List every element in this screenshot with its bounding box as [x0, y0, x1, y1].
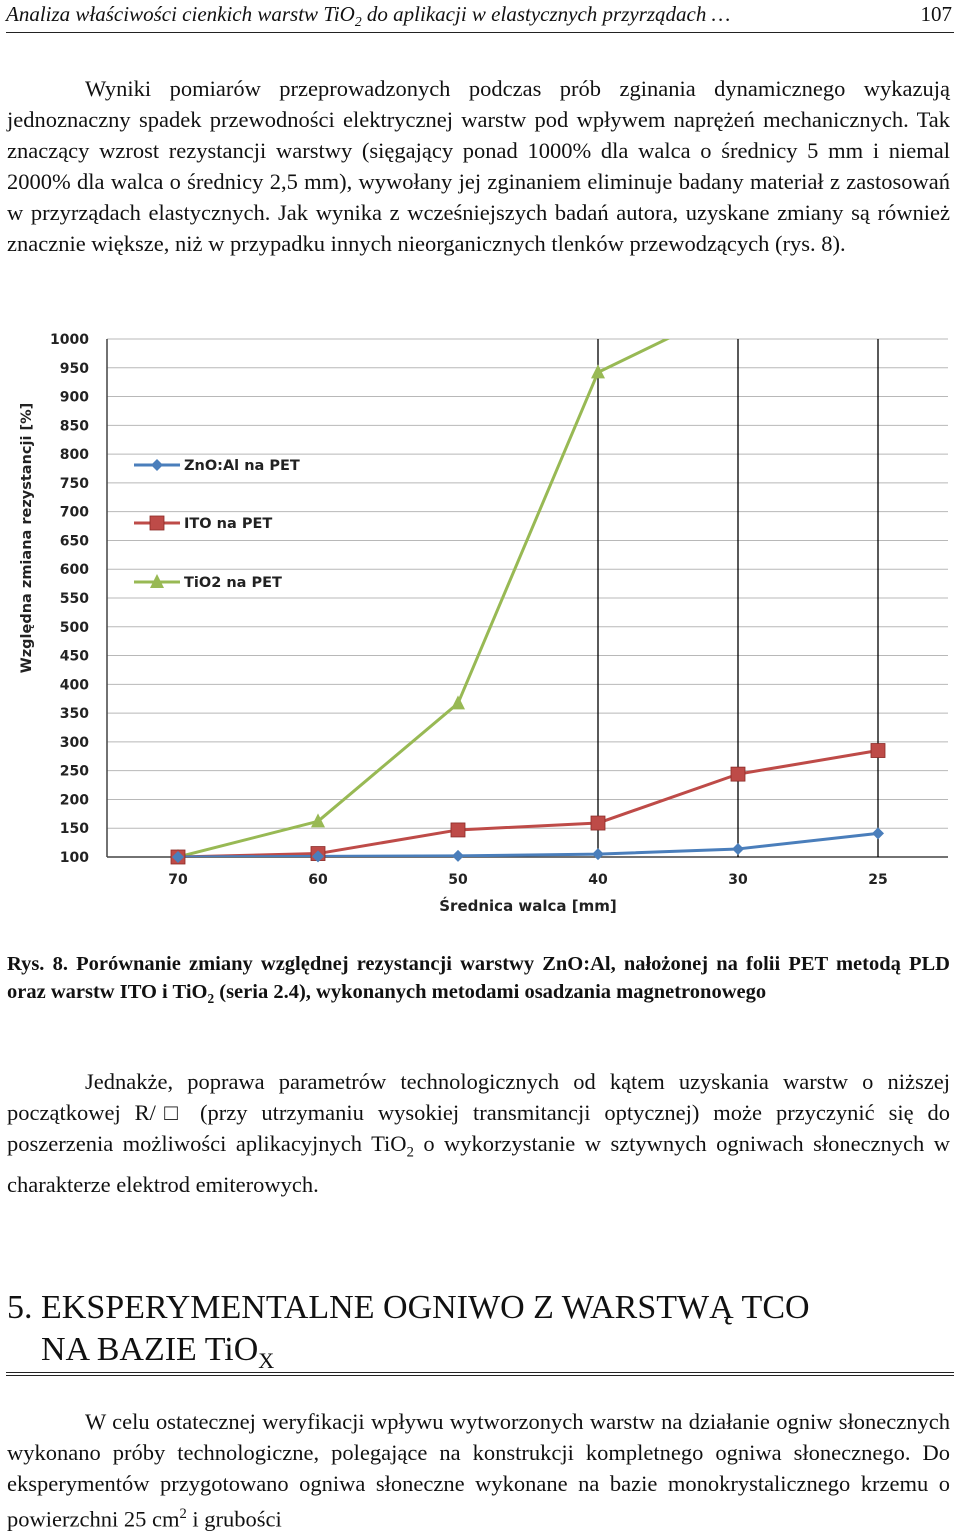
y-tick-label: 600	[59, 562, 89, 579]
x-tick-label: 60	[308, 872, 328, 888]
y-tick-label: 500	[59, 619, 89, 636]
y-tick-label: 300	[59, 734, 89, 751]
y-tick-label: 700	[59, 504, 89, 521]
y-tick-label: 1000	[50, 332, 89, 348]
data-point-1	[871, 744, 885, 758]
legend-label: TiO2 na PET	[184, 575, 282, 591]
y-tick-label: 350	[59, 706, 89, 723]
data-point-0	[592, 848, 604, 860]
legend-label: ZnO:Al na PET	[184, 458, 300, 474]
data-point-1	[591, 816, 605, 830]
y-tick-label: 150	[59, 821, 89, 838]
series-line-1	[178, 751, 878, 857]
section-heading: 5. EKSPERYMENTALNE OGNIWO Z WARSTWĄ TCO NA BAZIE TiO$_X$	[7, 1289, 810, 1373]
data-point-0	[732, 843, 744, 855]
y-tick-label: 650	[59, 533, 89, 550]
y-tick-label: 550	[59, 591, 89, 607]
y-tick-label: 250	[59, 763, 89, 780]
page-number: 107	[920, 2, 952, 26]
x-tick-label: 25	[868, 872, 888, 888]
y-tick-label: 450	[59, 648, 89, 665]
paragraph-results: Wyniki pomiarów przeprowadzonych podczas prób zginania dynamicznego wykazują jednoznaczny spadek przewodności elektrycznej warstw pod wpływem naprężeń mechanicznych. Tak znaczący wzrost rezystancji warstwy (sięgający ponad 1000% dla walca o średnicy 5 mm i niemal 2000% dla walca o średnicy 2,5 mm), wywołany jej zginaniem eliminuje badany materiał z zastosowań w przyrządach elastycznych. Jak wynika z wcześniejszych badań autora, uzyskane zmiany są również znacznie większe, niż w przypadku innych nieorganicznych tlenków przewodzących (rys. 8).	[7, 76, 950, 256]
paragraph-improvement: Jednakże, poprawa parametrów technologicznych od kątem uzyskania warstw o niższej początkowej R/□ (przy utrzymaniu wysokiej transmitancji optycznej) może przyczynić się do poszerzenia możliwości aplikacyjnych TiO$_2$ o wykorzystanie w sztywnych ogniwach słonecznych w charakterze elektrod emiterowych.	[7, 1069, 950, 1197]
legend-marker	[151, 459, 163, 471]
y-tick-label: 850	[59, 418, 89, 435]
data-point-1	[731, 767, 745, 781]
y-tick-label: 800	[59, 447, 89, 464]
data-point-1	[451, 823, 465, 837]
x-tick-label: 40	[588, 872, 608, 888]
resistance-chart	[0, 318, 960, 948]
y-tick-label: 900	[59, 389, 89, 406]
figure-caption: Rys. 8. Porównanie zmiany względnej rezystancji warstwy ZnO:Al, nałożonej na folii PET metodą PLD oraz warstw ITO i TiO$_2$ (seria 2.4), wykonanych metodami osadzania magnetronowego	[7, 953, 950, 1007]
section-divider	[6, 1372, 954, 1376]
y-tick-label: 950	[59, 360, 89, 377]
y-tick-label: 100	[59, 850, 89, 866]
page-header	[6, 0, 954, 33]
legend-marker	[150, 516, 164, 530]
y-tick-label: 750	[59, 475, 89, 492]
data-point-2	[451, 695, 465, 709]
x-tick-label: 70	[168, 872, 188, 888]
y-axis-title: Względna zmiana rezystancji [%]	[19, 402, 35, 674]
paragraph-experiment: W celu ostatecznej weryfikacji wpływu wytworzonych warstw na działanie ogniw słonecznych wykonano próby technologiczne, polegające na konstrukcji kompletnego ogniwa słonecznego. Do eksperymentów przygotowano ogniwa słoneczne wykonane na bazie monokrystalicznego krzemu o powierzchni 25 $cm^2$ i grubości	[7, 1409, 950, 1532]
y-tick-label: 200	[59, 792, 89, 809]
data-point-0	[872, 827, 884, 839]
x-tick-label: 30	[728, 872, 748, 888]
data-point-0	[452, 850, 464, 862]
y-tick-label: 400	[59, 677, 89, 694]
legend-label: ITO na PET	[184, 516, 273, 532]
x-tick-label: 50	[448, 872, 468, 888]
x-axis-title: Średnica walca [mm]	[439, 897, 617, 915]
running-title: Analiza właściwości cienkich warstw TiO$_2$ do aplikacji w elastycznych przyrządach …	[6, 2, 731, 30]
